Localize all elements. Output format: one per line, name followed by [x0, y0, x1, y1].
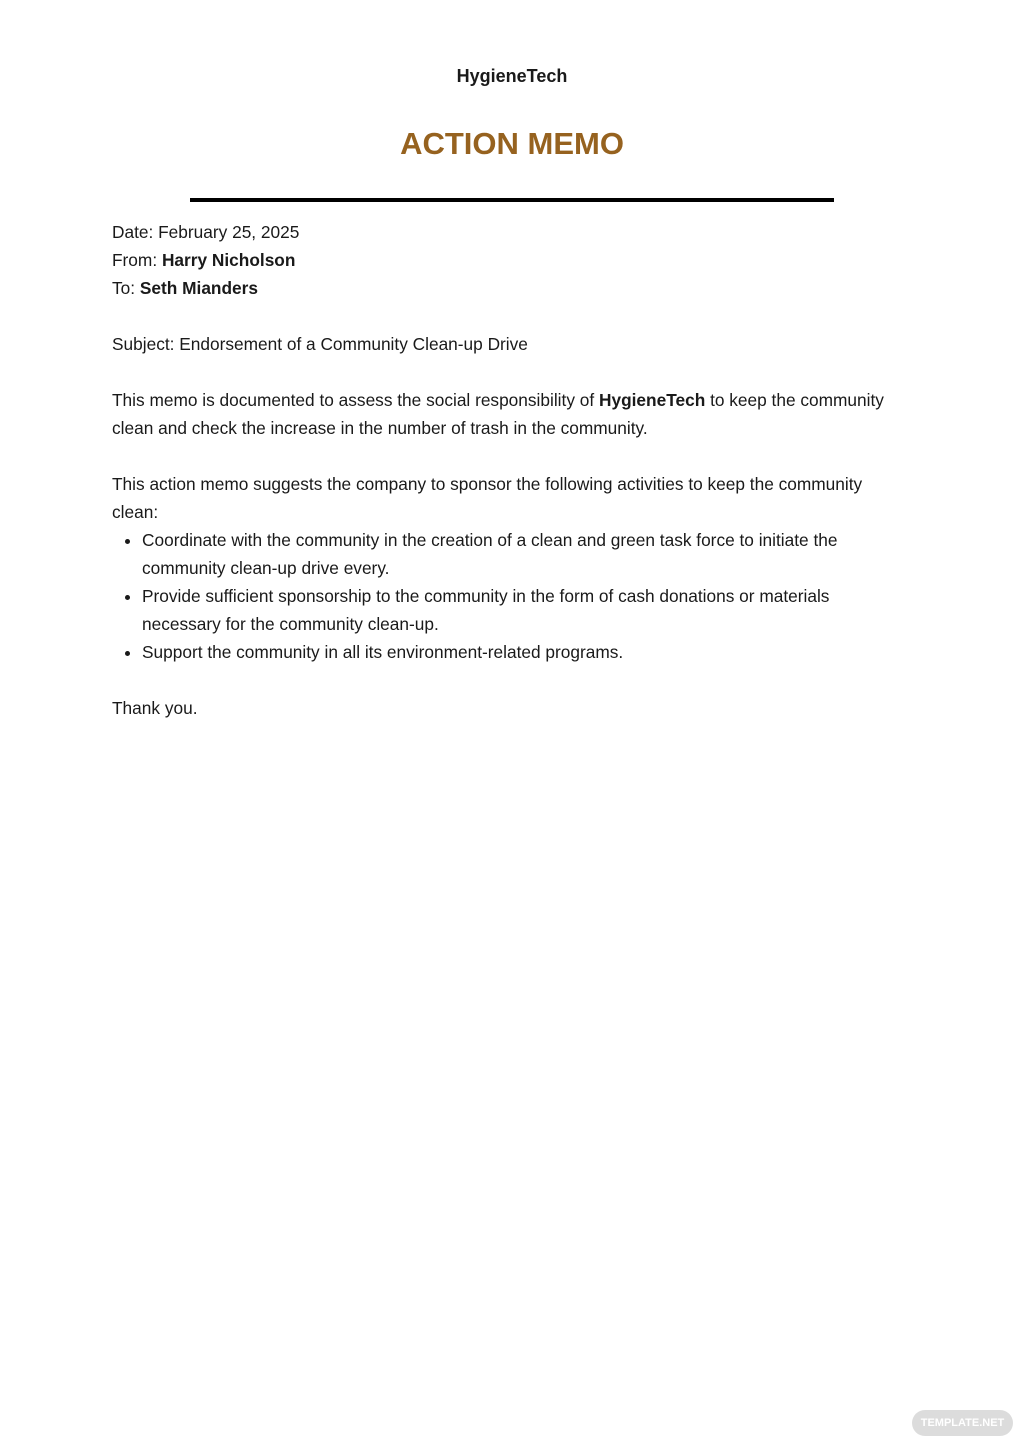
to-value: Seth Mianders	[139, 278, 258, 298]
list-item: • Support the community in all its environment-related programs.	[142, 638, 912, 666]
to-label: To:	[112, 278, 136, 298]
list-item: • Coordinate with the community in the creation of a clean and green task force to initiate the community clean-up drive every.	[142, 526, 912, 582]
from-label: From:	[112, 250, 158, 270]
paragraph-suggestion: This action memo suggests the company to sponsor the following activities to keep the community clean:	[112, 474, 863, 522]
memo-title: ACTION MEMO	[400, 126, 624, 161]
company-name: HygieneTech	[456, 66, 568, 86]
watermark-logo: TEMPLATE.NET	[912, 1410, 1013, 1436]
paragraph-intro	[112, 386, 912, 442]
subject-line: Subject: Endorsement of a Community Clean-up Drive	[112, 334, 528, 354]
intro-text: This memo is documented to assess the social responsibility of	[112, 390, 599, 410]
date-label: Date:	[112, 222, 154, 242]
from-value: Harry Nicholson	[161, 250, 296, 270]
closing: Thank you.	[112, 698, 198, 718]
list-item: • Provide sufficient sponsorship to the community in the form of cash donations or materials necessary for the community clean-up.	[142, 582, 912, 638]
activities-list	[112, 526, 912, 666]
title-divider	[190, 198, 834, 202]
company-mention: HygieneTech	[598, 390, 706, 410]
date-value: February 25, 2025	[158, 222, 300, 242]
date-line	[112, 218, 912, 246]
intro-text-end: to keep the community clean and check the increase in the number of trash in the community.	[112, 390, 884, 438]
memo-content	[112, 218, 912, 722]
from-line	[112, 246, 912, 274]
to-line	[112, 274, 912, 302]
